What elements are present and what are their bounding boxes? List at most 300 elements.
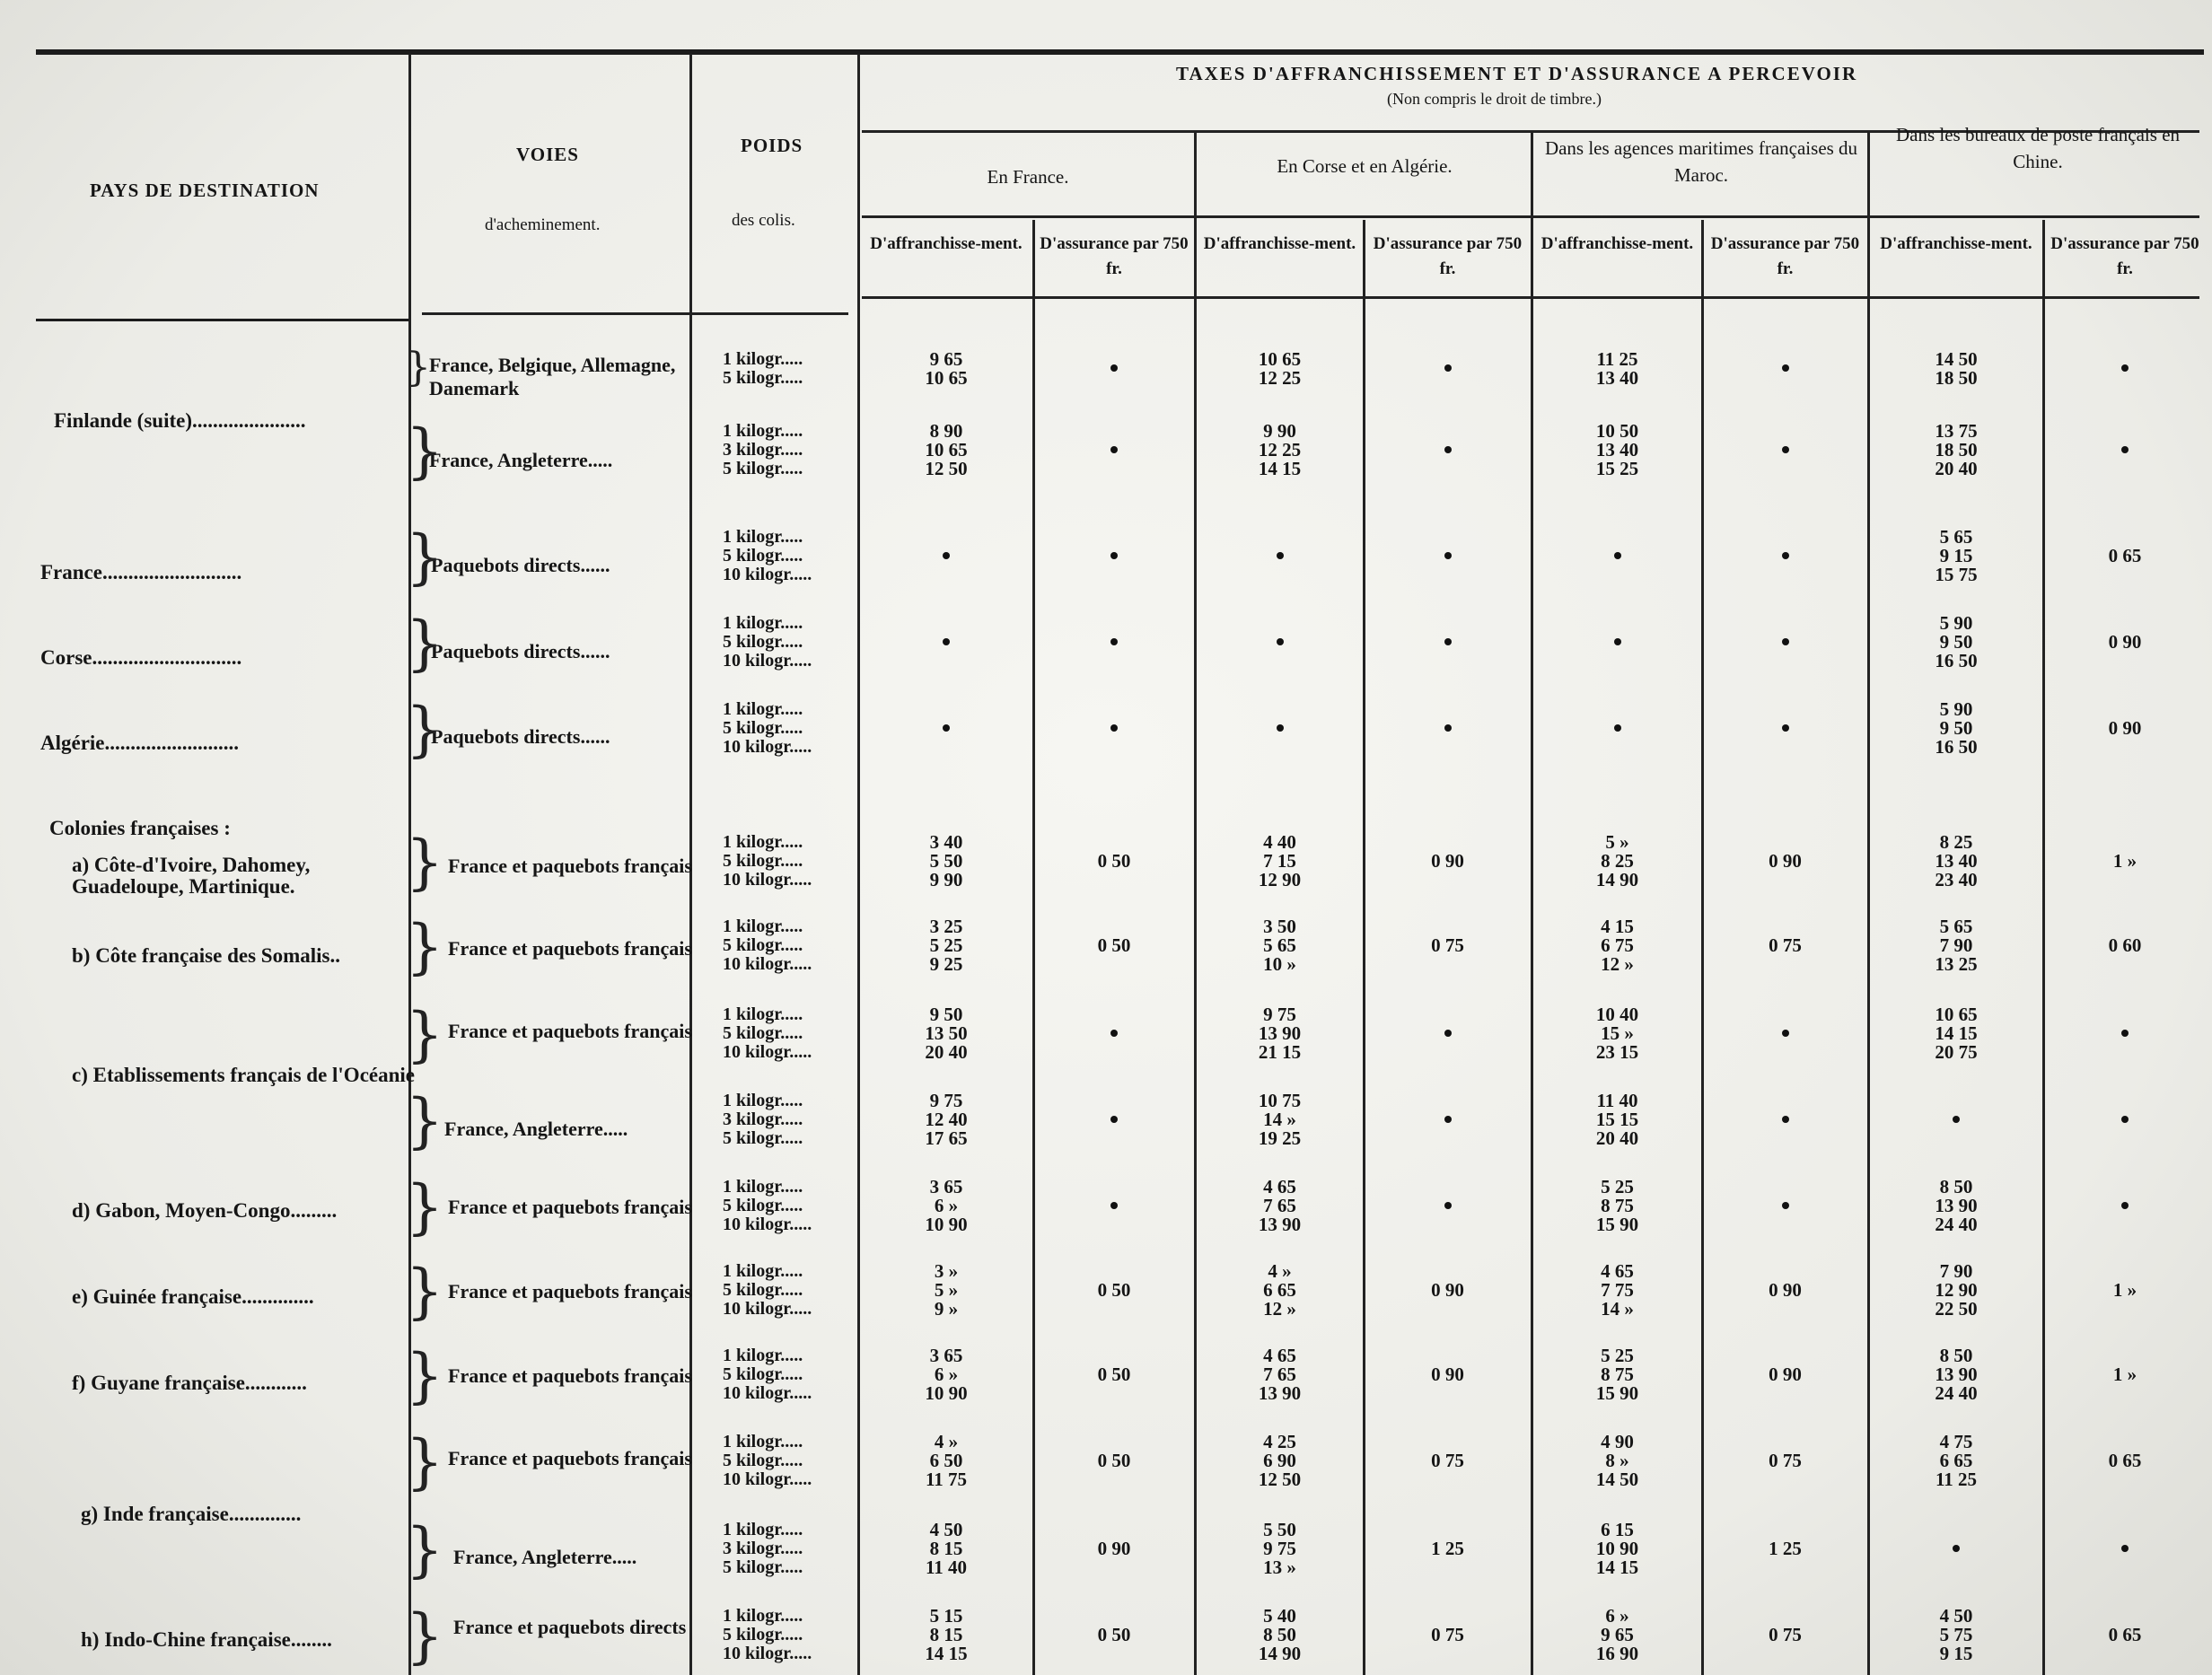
ditto-dot xyxy=(1953,1116,1960,1123)
rate-line: 0 50 xyxy=(1097,1450,1131,1471)
rate-c1-col4 xyxy=(1533,1005,1701,1062)
rate-line: 12 » xyxy=(1263,1298,1296,1320)
rate-g1-col3 xyxy=(1365,1451,1531,1470)
rate-line: 12 » xyxy=(1601,953,1634,975)
rate-line: 13 25 xyxy=(1935,953,1978,975)
rate-a-col7 xyxy=(2044,852,2206,871)
rate-fin2-col6 xyxy=(1870,422,2042,478)
rate-line: 7 90 xyxy=(1939,934,1973,956)
rate-algerie-col4 xyxy=(1533,719,1701,737)
brace: } xyxy=(406,1515,443,1584)
rate-fin1-col3 xyxy=(1365,359,1531,377)
rate-line: 9 75 xyxy=(929,1090,963,1111)
voie-corse: Paquebots directs...... xyxy=(431,640,610,662)
rate-line: 3 50 xyxy=(1263,916,1296,937)
rate-line: 10 90 xyxy=(925,1382,968,1404)
ditto-dot xyxy=(1782,724,1789,732)
rate-line: 4 40 xyxy=(1263,831,1296,853)
rate-d-col2 xyxy=(1197,1178,1363,1234)
ditto-dot xyxy=(1614,724,1621,732)
rate-d-col6 xyxy=(1870,1178,2042,1234)
poids-fin1 xyxy=(723,350,803,388)
rate-c2-col5 xyxy=(1703,1110,1867,1128)
group-france: En France. xyxy=(987,166,1069,188)
rate-line: 12 40 xyxy=(925,1109,968,1130)
rate-line: 12 25 xyxy=(1258,367,1302,389)
voie-g1: France et paquebots français xyxy=(448,1447,692,1469)
rate-line: 8 15 xyxy=(929,1624,963,1645)
rate-line: 12 50 xyxy=(1258,1469,1302,1490)
rate-line: 7 15 xyxy=(1263,850,1296,872)
ditto-dot xyxy=(1782,446,1789,453)
rate-line: 9 90 xyxy=(1263,420,1296,442)
ditto-dot xyxy=(1277,638,1284,645)
poids-line: 5 kilogr..... xyxy=(723,935,803,955)
rate-corse-col0 xyxy=(860,633,1032,651)
rate-f-col0 xyxy=(860,1346,1032,1403)
rate-line: 3 » xyxy=(934,1260,959,1282)
poids-line: 1 kilogr..... xyxy=(723,1261,803,1281)
ditto-dot xyxy=(1110,446,1118,453)
rate-f-col2 xyxy=(1197,1346,1363,1403)
voie-c1: France et paquebots français xyxy=(448,1020,692,1042)
header-voies-title: VOIES xyxy=(516,144,579,165)
rate-b-col0 xyxy=(860,917,1032,974)
poids-line: 10 kilogr..... xyxy=(723,1215,812,1234)
poids-line: 1 kilogr..... xyxy=(723,421,803,441)
label-h: h) Indo-Chine française........ xyxy=(81,1628,332,1651)
subheader-assurance-0: D'assurance par 750 fr. xyxy=(1040,234,1189,278)
header-rule-pays xyxy=(36,319,409,321)
rate-d-col5 xyxy=(1703,1197,1867,1215)
rate-c2-col0 xyxy=(860,1092,1032,1148)
rate-line: 1 » xyxy=(2112,1279,2137,1301)
poids-line: 3 kilogr..... xyxy=(723,1109,803,1129)
rate-corse-col4 xyxy=(1533,633,1701,651)
rate-algerie-col2 xyxy=(1197,719,1363,737)
rate-line: 16 50 xyxy=(1935,650,1978,671)
rate-line: 4 65 xyxy=(1601,1260,1634,1282)
rate-c1-col1 xyxy=(1034,1024,1194,1042)
rate-g1-col6 xyxy=(1870,1433,2042,1489)
rate-line: 0 90 xyxy=(1431,1364,1464,1385)
rate-fin2-col0 xyxy=(860,422,1032,478)
rate-line: 0 75 xyxy=(1431,934,1464,956)
poids-line: 1 kilogr..... xyxy=(723,1004,803,1024)
label-finlande: Finlande (suite)...................... xyxy=(54,409,306,432)
poids-g2 xyxy=(723,1521,803,1577)
rate-line: 0 90 xyxy=(1769,1364,1802,1385)
ditto-dot xyxy=(1110,1116,1118,1123)
rate-line: 0 60 xyxy=(2108,934,2142,956)
rate-line: 16 90 xyxy=(1595,1643,1639,1664)
rate-a-col1 xyxy=(1034,852,1194,871)
poids-line: 10 kilogr..... xyxy=(723,1042,812,1062)
poids-line: 10 kilogr..... xyxy=(723,954,812,974)
subheader-assurance-2: D'assurance par 750 fr. xyxy=(1710,234,1860,278)
poids-g1 xyxy=(723,1433,812,1489)
rate-line: 0 50 xyxy=(1097,1279,1131,1301)
label-a: a) Côte-d'Ivoire, Dahomey, Guadeloupe, Martinique. xyxy=(72,854,311,898)
rate-line: 3 65 xyxy=(929,1345,963,1366)
rate-line: 4 15 xyxy=(1601,916,1634,937)
rate-g2-col6 xyxy=(1870,1539,2042,1557)
rate-fin2-col3 xyxy=(1365,441,1531,459)
rate-line: 0 75 xyxy=(1769,1624,1802,1645)
rate-line: 10 65 xyxy=(1935,1004,1978,1025)
rate-line: 10 50 xyxy=(1595,420,1639,442)
rate-line: 15 90 xyxy=(1595,1214,1639,1235)
rate-line: 23 40 xyxy=(1935,869,1978,890)
rate-g2-col7 xyxy=(2044,1539,2206,1557)
rate-france-col4 xyxy=(1533,547,1701,565)
rate-line: 6 15 xyxy=(1601,1519,1634,1540)
rate-corse-col5 xyxy=(1703,633,1867,651)
rate-g1-col0 xyxy=(860,1433,1032,1489)
rate-line: 8 50 xyxy=(1939,1345,1973,1366)
poids-b xyxy=(723,917,812,974)
rate-line: 5 50 xyxy=(1263,1519,1296,1540)
rate-line: 0 90 xyxy=(1097,1538,1131,1559)
subheader-affranchissement-2: D'affranchisse-ment. xyxy=(1540,234,1694,253)
rate-line: 15 25 xyxy=(1595,458,1639,479)
ditto-dot xyxy=(1782,364,1789,372)
rate-line: 6 50 xyxy=(929,1450,963,1471)
ditto-dot xyxy=(1782,552,1789,559)
rate-line: 0 65 xyxy=(2108,1624,2142,1645)
rate-line: 8 25 xyxy=(1939,831,1973,853)
rate-line: 0 75 xyxy=(1769,934,1802,956)
brace: } xyxy=(406,417,443,486)
rate-a-col0 xyxy=(860,833,1032,890)
top-rule xyxy=(36,49,2204,55)
brace: } xyxy=(406,1000,443,1069)
rate-a-col6 xyxy=(1870,833,2042,890)
rate-algerie-col6 xyxy=(1870,700,2042,757)
poids-line: 10 kilogr..... xyxy=(723,1644,812,1663)
rate-line: 4 90 xyxy=(1601,1431,1634,1452)
rate-a-col3 xyxy=(1365,852,1531,871)
brace: } xyxy=(406,1086,443,1155)
rate-line: 13 90 xyxy=(1935,1364,1978,1385)
rate-line: 13 » xyxy=(1263,1557,1296,1578)
poids-line: 5 kilogr..... xyxy=(723,368,803,388)
header-rule-voies xyxy=(422,312,848,315)
subheader-affranchissement-3: D'affranchisse-ment. xyxy=(1880,234,2032,253)
ditto-dot xyxy=(1110,1202,1118,1209)
rate-line: 13 50 xyxy=(925,1022,968,1044)
rate-line: 9 75 xyxy=(1263,1538,1296,1559)
poids-line: 1 kilogr..... xyxy=(723,1177,803,1197)
poids-line: 5 kilogr..... xyxy=(723,718,803,738)
rate-line: 13 75 xyxy=(1935,420,1978,442)
poids-line: 5 kilogr..... xyxy=(723,546,803,566)
brace: } xyxy=(406,695,443,764)
label-e: e) Guinée française.............. xyxy=(72,1285,314,1308)
poids-line: 10 kilogr..... xyxy=(723,651,812,671)
rate-line: 16 50 xyxy=(1935,736,1978,758)
rate-h-col5 xyxy=(1703,1626,1867,1644)
rate-line: 13 40 xyxy=(1935,850,1978,872)
rate-line: 10 65 xyxy=(1258,348,1302,370)
rate-corse-col2 xyxy=(1197,633,1363,651)
rate-line: 13 90 xyxy=(1258,1022,1302,1044)
rate-line: 3 40 xyxy=(929,831,963,853)
rate-line: 6 » xyxy=(1605,1605,1629,1627)
rate-line: 14 » xyxy=(1601,1298,1634,1320)
poids-d xyxy=(723,1178,812,1234)
rate-fin2-col1 xyxy=(1034,441,1194,459)
header-voies-sub: d'acheminement. xyxy=(485,215,601,234)
voie-fin1: France, Belgique, Allemagne, Danemark xyxy=(429,354,676,399)
poids-line: 10 kilogr..... xyxy=(723,870,812,890)
rate-line: 10 65 xyxy=(925,367,968,389)
rate-algerie-col7 xyxy=(2044,719,2206,738)
rate-fin2-col7 xyxy=(2044,441,2206,459)
rate-g1-col7 xyxy=(2044,1451,2206,1470)
poids-line: 1 kilogr..... xyxy=(723,1520,803,1539)
rate-h-col2 xyxy=(1197,1607,1363,1663)
rate-algerie-col1 xyxy=(1034,719,1194,737)
rate-f-col3 xyxy=(1365,1365,1531,1384)
poids-line: 1 kilogr..... xyxy=(723,699,803,719)
rate-algerie-col0 xyxy=(860,719,1032,737)
ditto-dot xyxy=(1277,724,1284,732)
brace: } xyxy=(406,1601,443,1671)
rate-line: 3 65 xyxy=(929,1176,963,1197)
ditto-dot xyxy=(2121,1030,2129,1037)
rate-line: 13 90 xyxy=(1258,1382,1302,1404)
rate-line: 6 90 xyxy=(1263,1450,1296,1471)
voie-d: France et paquebots français xyxy=(448,1196,692,1218)
rate-fin2-col5 xyxy=(1703,441,1867,459)
rate-c1-col7 xyxy=(2044,1024,2206,1042)
rate-fin2-col2 xyxy=(1197,422,1363,478)
poids-line: 1 kilogr..... xyxy=(723,1606,803,1626)
rate-a-col2 xyxy=(1197,833,1363,890)
rate-b-col1 xyxy=(1034,936,1194,955)
rate-g2-col1 xyxy=(1034,1539,1194,1558)
rate-e-col3 xyxy=(1365,1281,1531,1300)
ditto-dot xyxy=(1444,446,1452,453)
rate-g1-col5 xyxy=(1703,1451,1867,1470)
poids-c2 xyxy=(723,1092,803,1148)
rate-line: 5 » xyxy=(934,1279,959,1301)
rate-line: 14 15 xyxy=(925,1643,968,1664)
rate-h-col0 xyxy=(860,1607,1032,1663)
rate-line: 5 » xyxy=(1605,831,1629,853)
ditto-dot xyxy=(943,552,950,559)
poids-line: 10 kilogr..... xyxy=(723,737,812,757)
brace: } xyxy=(406,1257,443,1326)
poids-line: 1 kilogr..... xyxy=(723,613,803,633)
poids-line: 5 kilogr..... xyxy=(723,851,803,871)
rate-h-col3 xyxy=(1365,1626,1531,1644)
ditto-dot xyxy=(943,724,950,732)
rate-line: 14 90 xyxy=(1258,1643,1302,1664)
label-f: f) Guyane française............ xyxy=(72,1372,307,1394)
ditto-dot xyxy=(1444,552,1452,559)
ditto-dot xyxy=(1444,1030,1452,1037)
rate-line: 5 65 xyxy=(1939,526,1973,548)
poids-line: 1 kilogr..... xyxy=(723,1091,803,1110)
ditto-dot xyxy=(1277,552,1284,559)
rate-e-col5 xyxy=(1703,1281,1867,1300)
rate-c1-col0 xyxy=(860,1005,1032,1062)
rate-line: 8 15 xyxy=(929,1538,963,1559)
rate-b-col5 xyxy=(1703,936,1867,955)
rate-line: 0 75 xyxy=(1769,1450,1802,1471)
rate-h-col6 xyxy=(1870,1607,2042,1663)
poids-line: 5 kilogr..... xyxy=(723,1557,803,1577)
rate-line: 24 40 xyxy=(1935,1214,1978,1235)
rate-d-col4 xyxy=(1533,1178,1701,1234)
rate-line: 8 75 xyxy=(1601,1195,1634,1216)
rate-line: 5 90 xyxy=(1939,612,1973,634)
rate-c2-col7 xyxy=(2044,1110,2206,1128)
ditto-dot xyxy=(1110,1030,1118,1037)
rate-line: 7 90 xyxy=(1939,1260,1973,1282)
rate-line: 11 40 xyxy=(1596,1090,1638,1111)
rate-line: 15 » xyxy=(1601,1022,1634,1044)
voie-h: France et paquebots directs xyxy=(453,1616,687,1638)
rate-g2-col4 xyxy=(1533,1521,1701,1577)
poids-line: 10 kilogr..... xyxy=(723,565,812,584)
rate-line: 0 90 xyxy=(2108,717,2142,739)
rate-c2-col1 xyxy=(1034,1110,1194,1128)
rate-line: 4 65 xyxy=(1263,1176,1296,1197)
rate-line: 21 15 xyxy=(1258,1041,1302,1063)
rate-france-col3 xyxy=(1365,547,1531,565)
ditto-dot xyxy=(1782,1202,1789,1209)
rate-line: 24 40 xyxy=(1935,1382,1978,1404)
rate-line: 9 65 xyxy=(929,348,963,370)
rate-line: 10 40 xyxy=(1595,1004,1639,1025)
rate-line: 8 75 xyxy=(1601,1364,1634,1385)
brace: } xyxy=(406,1427,443,1496)
rate-line: 9 » xyxy=(934,1298,959,1320)
brace: } xyxy=(406,828,443,897)
voie-f: France et paquebots français xyxy=(448,1364,692,1387)
rate-line: 0 65 xyxy=(2108,1450,2142,1471)
rate-line: 17 65 xyxy=(925,1127,968,1149)
rate-line: 9 50 xyxy=(1939,717,1973,739)
rate-c1-col2 xyxy=(1197,1005,1363,1062)
rate-line: 0 90 xyxy=(1769,850,1802,872)
poids-line: 1 kilogr..... xyxy=(723,349,803,369)
rate-b-col7 xyxy=(2044,936,2206,955)
label-colonies: Colonies françaises : xyxy=(49,817,231,839)
rate-line: 20 40 xyxy=(925,1041,968,1063)
label-b: b) Côte française des Somalis.. xyxy=(72,944,340,967)
rate-line: 20 75 xyxy=(1935,1041,1978,1063)
rate-b-col6 xyxy=(1870,917,2042,974)
label-algerie: Algérie.......................... xyxy=(40,732,240,754)
rate-g2-col0 xyxy=(860,1521,1032,1577)
poids-line: 5 kilogr..... xyxy=(723,1625,803,1644)
poids-e xyxy=(723,1262,812,1319)
rate-line: 13 90 xyxy=(1935,1195,1978,1216)
rate-france-col6 xyxy=(1870,528,2042,584)
rate-line: 4 » xyxy=(934,1431,959,1452)
rate-france-col2 xyxy=(1197,547,1363,565)
poids-line: 1 kilogr..... xyxy=(723,832,803,852)
rate-line: 0 65 xyxy=(2108,545,2142,566)
voie-france: Paquebots directs...... xyxy=(431,554,610,576)
rate-algerie-col3 xyxy=(1365,719,1531,737)
label-france: France........................... xyxy=(40,561,242,583)
rate-line: 0 75 xyxy=(1431,1624,1464,1645)
brace: } xyxy=(406,345,431,390)
rate-b-col3 xyxy=(1365,936,1531,955)
rate-c2-col4 xyxy=(1533,1092,1701,1148)
poids-line: 5 kilogr..... xyxy=(723,1196,803,1215)
brace: } xyxy=(406,522,443,592)
poids-line: 1 kilogr..... xyxy=(723,1346,803,1365)
rate-line: 14 90 xyxy=(1595,869,1639,890)
rate-line: 14 » xyxy=(1263,1109,1296,1130)
rate-line: 10 » xyxy=(1263,953,1296,975)
ditto-dot xyxy=(2121,1545,2129,1552)
rate-d-col7 xyxy=(2044,1197,2206,1215)
rate-line: 0 50 xyxy=(1097,1624,1131,1645)
rate-g2-col3 xyxy=(1365,1539,1531,1558)
rate-f-col4 xyxy=(1533,1346,1701,1403)
rate-e-col7 xyxy=(2044,1281,2206,1300)
rate-f-col7 xyxy=(2044,1365,2206,1384)
rate-france-col5 xyxy=(1703,547,1867,565)
rate-line: 13 40 xyxy=(1595,367,1639,389)
rate-line: 13 90 xyxy=(1258,1214,1302,1235)
rate-line: 11 25 xyxy=(1596,348,1638,370)
rate-line: 0 75 xyxy=(1431,1450,1464,1471)
poids-line: 5 kilogr..... xyxy=(723,1023,803,1043)
rate-line: 0 90 xyxy=(1769,1279,1802,1301)
rate-line: 1 » xyxy=(2112,850,2137,872)
ditto-dot xyxy=(1953,1545,1960,1552)
group-chine: Dans les bureaux de poste français en Chine. xyxy=(1895,124,2181,172)
poids-line: 1 kilogr..... xyxy=(723,916,803,936)
rate-line: 4 50 xyxy=(929,1519,963,1540)
poids-line: 5 kilogr..... xyxy=(723,459,803,478)
rate-line: 9 65 xyxy=(1601,1624,1634,1645)
rate-line: 7 65 xyxy=(1263,1364,1296,1385)
rate-fin1-col2 xyxy=(1197,350,1363,388)
rate-line: 4 » xyxy=(1268,1260,1292,1282)
rate-line: 10 90 xyxy=(925,1214,968,1235)
header-taxes-sub: (Non compris le droit de timbre.) xyxy=(1387,90,1602,108)
rate-h-col4 xyxy=(1533,1607,1701,1663)
header-poids-title: POIDS xyxy=(741,135,803,156)
rate-line: 5 90 xyxy=(1939,698,1973,720)
rate-g2-col2 xyxy=(1197,1521,1363,1577)
poids-line: 5 kilogr..... xyxy=(723,1280,803,1300)
rate-d-col0 xyxy=(860,1178,1032,1234)
rate-b-col2 xyxy=(1197,917,1363,974)
rate-e-col0 xyxy=(860,1262,1032,1319)
rate-c1-col6 xyxy=(1870,1005,2042,1062)
rate-line: 18 50 xyxy=(1935,439,1978,460)
poids-line: 5 kilogr..... xyxy=(723,1451,803,1470)
rate-corse-col7 xyxy=(2044,633,2206,652)
rate-line: 6 » xyxy=(934,1364,959,1385)
ditto-dot xyxy=(1614,638,1621,645)
rate-g2-col5 xyxy=(1703,1539,1867,1558)
ditto-dot xyxy=(1782,1116,1789,1123)
rate-e-col2 xyxy=(1197,1262,1363,1319)
rate-line: 7 65 xyxy=(1263,1195,1296,1216)
poids-a xyxy=(723,833,812,890)
